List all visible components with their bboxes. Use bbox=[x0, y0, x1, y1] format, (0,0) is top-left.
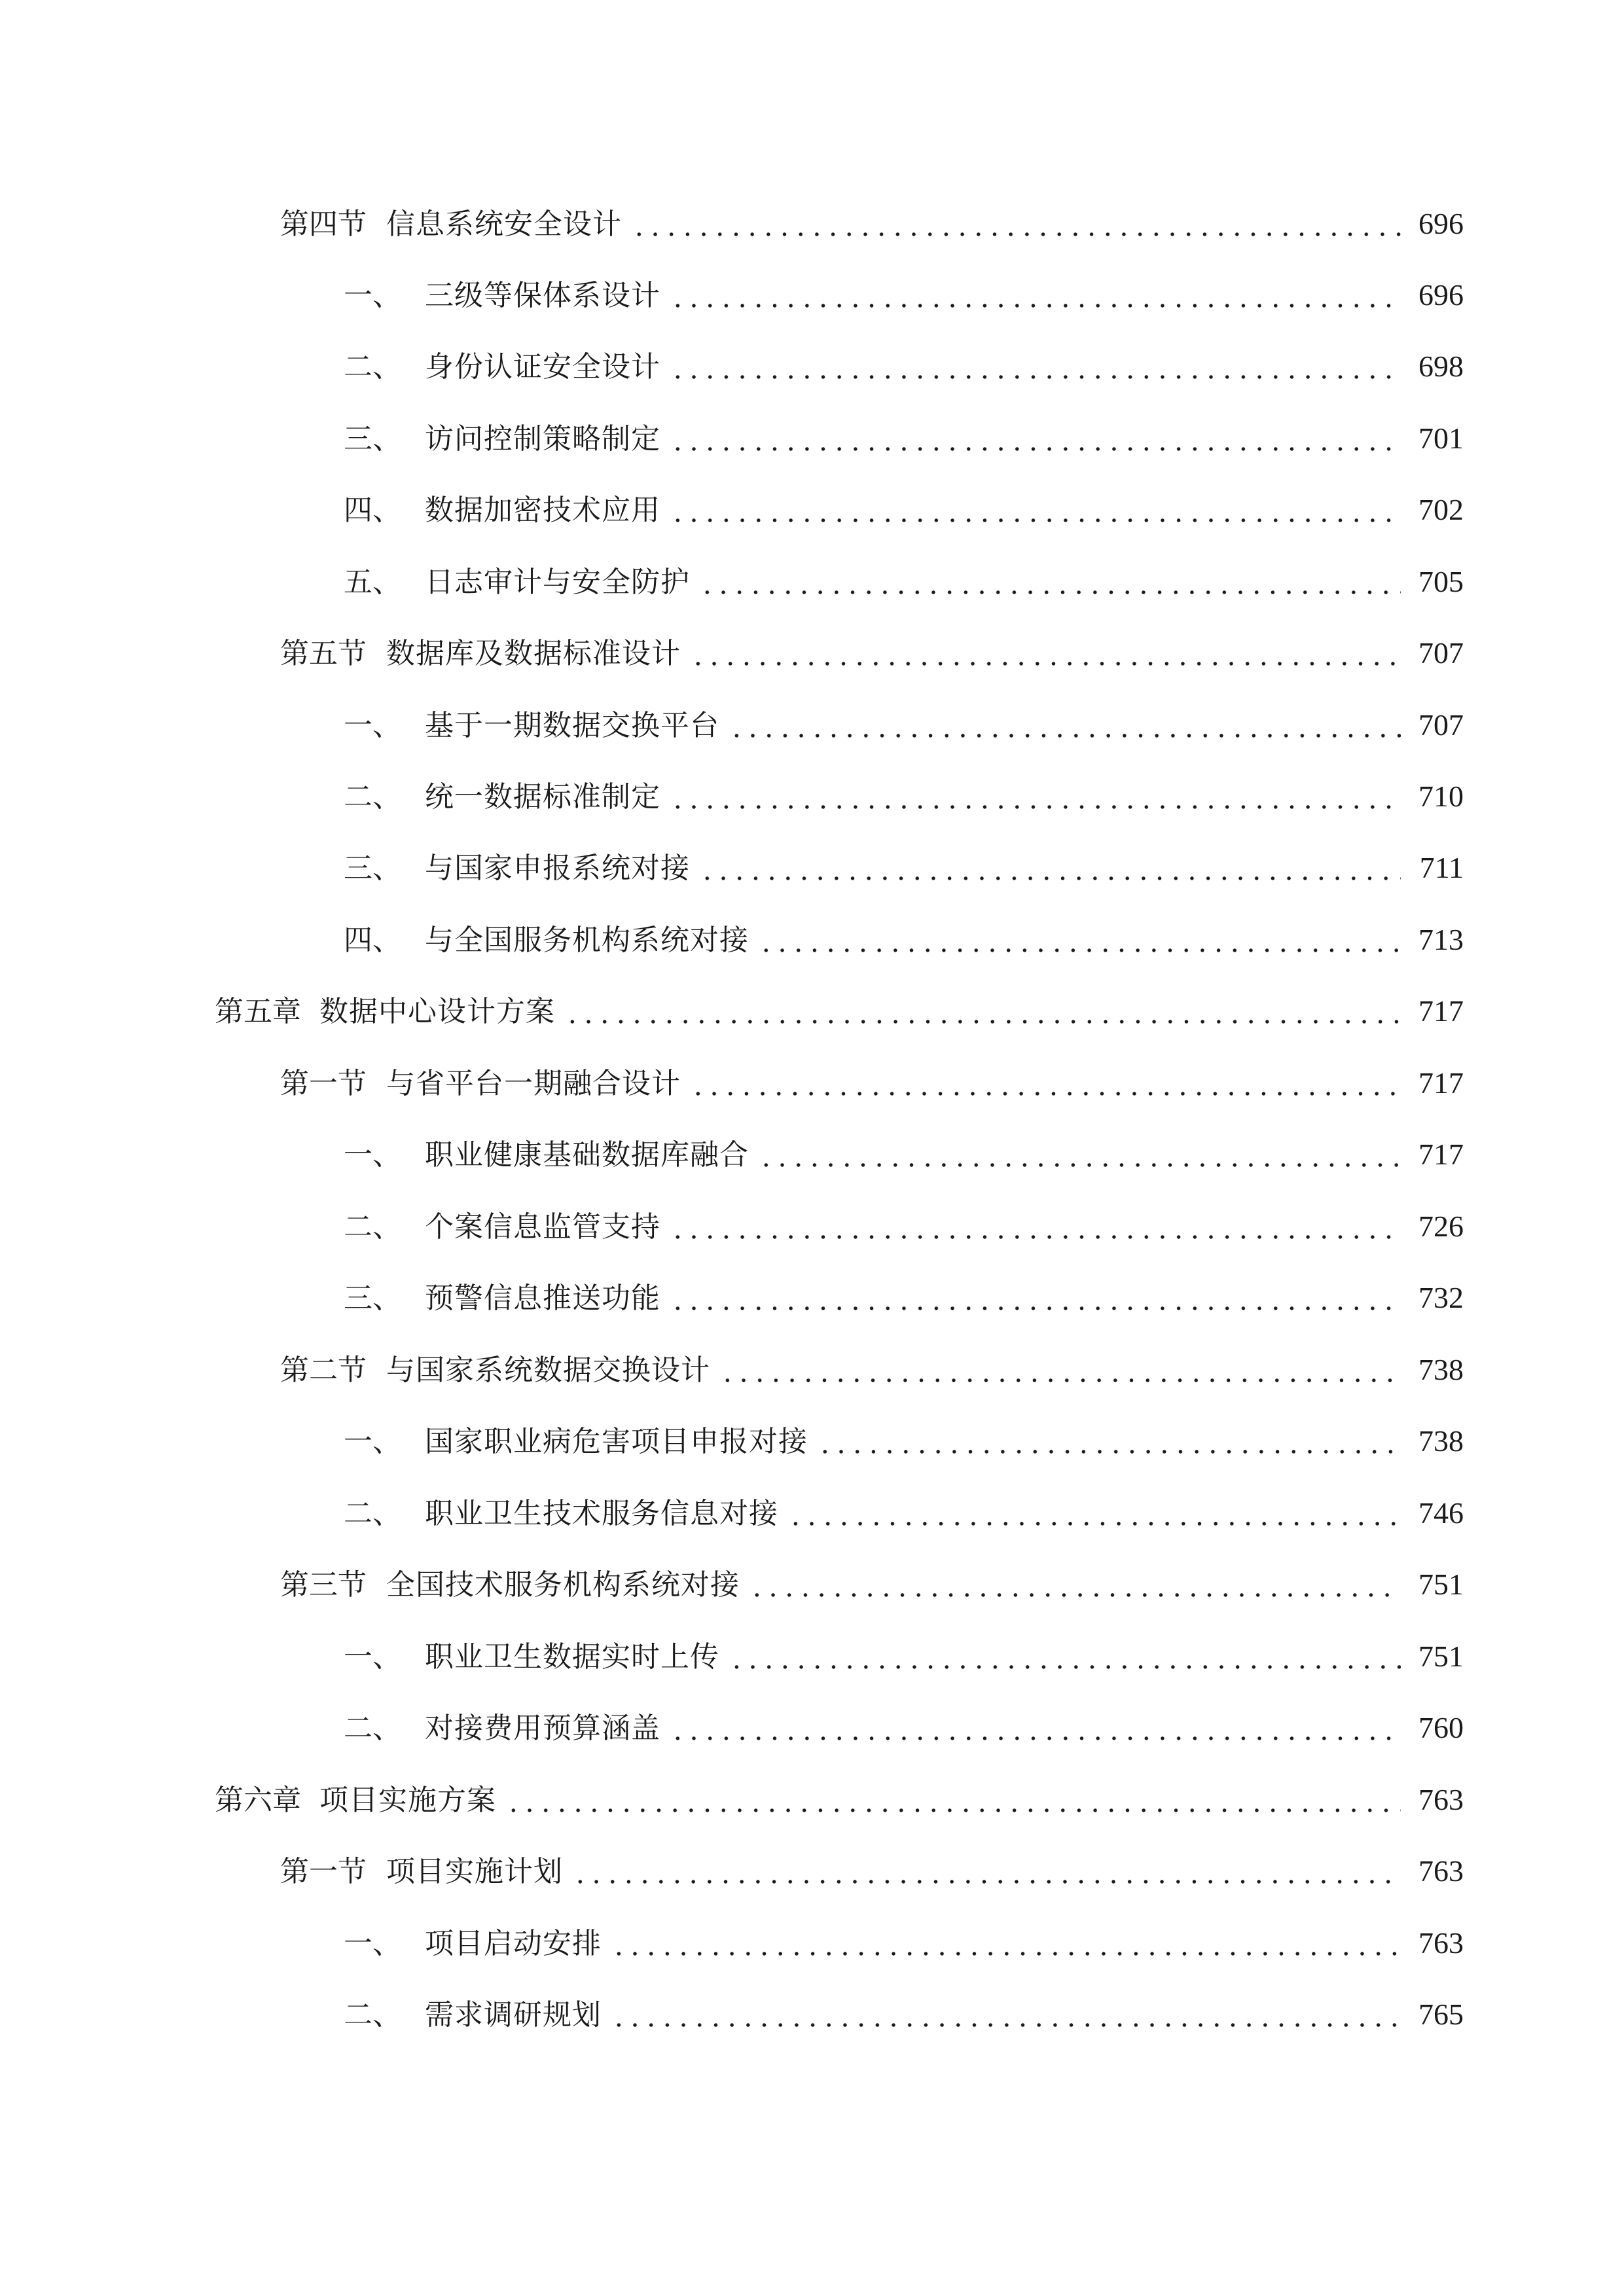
toc-entry-title: 三级等保体系设计 bbox=[425, 279, 660, 312]
toc-dot-leader bbox=[817, 1427, 1401, 1456]
toc-entry-chapter[interactable] bbox=[215, 980, 1464, 1026]
toc-entry-number: 三、 bbox=[344, 852, 401, 885]
toc-entry-title: 项目实施计划 bbox=[386, 1855, 563, 1888]
toc-entry-page: 717 bbox=[1418, 1138, 1464, 1171]
toc-entry-number: 第二节 bbox=[280, 1354, 367, 1387]
toc-dot-leader bbox=[670, 425, 1401, 454]
toc-entry-title: 对接费用预算涵盖 bbox=[425, 1712, 660, 1745]
toc-entry-page: 705 bbox=[1418, 565, 1464, 598]
toc-entry-page: 713 bbox=[1418, 923, 1464, 956]
toc-entry-title: 与全国服务机构系统对接 bbox=[425, 924, 749, 957]
toc-entry-page: 763 bbox=[1418, 1854, 1464, 1888]
toc-dot-leader bbox=[564, 997, 1401, 1026]
toc-entry-subsection[interactable] bbox=[344, 1124, 1464, 1170]
toc-entry-number: 一、 bbox=[344, 279, 401, 312]
toc-entry-subsection[interactable] bbox=[344, 408, 1464, 454]
toc-entry-subsection[interactable] bbox=[344, 1482, 1464, 1528]
toc-entry-subsection[interactable] bbox=[344, 837, 1464, 883]
toc-entry-number: 第三节 bbox=[280, 1568, 367, 1602]
toc-entry-subsection[interactable] bbox=[344, 479, 1464, 525]
toc-entry-section[interactable] bbox=[280, 1554, 1464, 1600]
toc-entry-number: 一、 bbox=[344, 1927, 401, 1960]
toc-entry-title: 与国家申报系统对接 bbox=[425, 852, 690, 885]
toc-dot-leader bbox=[787, 1499, 1401, 1528]
toc-entry-page: 707 bbox=[1418, 708, 1464, 742]
toc-entry-subsection[interactable] bbox=[344, 1984, 1464, 2030]
toc-entry-title: 预警信息推送功能 bbox=[425, 1282, 660, 1315]
toc-entry-number: 第一节 bbox=[280, 1067, 367, 1100]
toc-entry-section[interactable] bbox=[280, 1052, 1464, 1098]
toc-dot-leader bbox=[670, 1213, 1401, 1242]
toc-entry-page: 726 bbox=[1418, 1210, 1464, 1243]
toc-dot-leader bbox=[631, 210, 1401, 239]
toc-dot-leader bbox=[719, 1356, 1401, 1385]
toc-dot-leader bbox=[670, 1284, 1401, 1313]
toc-entry-number: 一、 bbox=[344, 1425, 401, 1458]
toc-entry-number: 二、 bbox=[344, 780, 401, 814]
toc-entry-page: 732 bbox=[1418, 1281, 1464, 1314]
toc-dot-leader bbox=[729, 1643, 1401, 1672]
toc-entry-subsection[interactable] bbox=[344, 551, 1464, 597]
toc-entry-number: 第四节 bbox=[280, 207, 367, 241]
toc-dot-leader bbox=[670, 783, 1401, 812]
toc-entry-page: 763 bbox=[1418, 1926, 1464, 1960]
toc-entry-title: 与省平台一期融合设计 bbox=[386, 1067, 681, 1100]
toc-entry-subsection[interactable] bbox=[344, 336, 1464, 382]
toc-entry-number: 三、 bbox=[344, 422, 401, 456]
toc-entry-page: 763 bbox=[1418, 1783, 1464, 1816]
toc-entry-title: 数据中心设计方案 bbox=[319, 995, 555, 1028]
toc-entry-subsection[interactable] bbox=[344, 694, 1464, 740]
toc-entry-page: 751 bbox=[1418, 1640, 1464, 1673]
toc-entry-number: 一、 bbox=[344, 1640, 401, 1674]
toc-dot-leader bbox=[729, 711, 1401, 740]
toc-entry-page: 701 bbox=[1418, 422, 1464, 455]
toc-entry-title: 统一数据标准制定 bbox=[425, 780, 660, 814]
toc-entry-number: 二、 bbox=[344, 350, 401, 384]
toc-entry-subsection[interactable] bbox=[344, 1697, 1464, 1743]
toc-entry-subsection[interactable] bbox=[344, 1626, 1464, 1672]
toc-entry-section[interactable] bbox=[280, 622, 1464, 668]
toc-entry-number: 第五章 bbox=[215, 995, 301, 1028]
toc-entry-title: 日志审计与安全防护 bbox=[425, 565, 690, 599]
toc-entry-title: 国家职业病危害项目申报对接 bbox=[425, 1425, 808, 1458]
toc-entry-number: 一、 bbox=[344, 1138, 401, 1172]
toc-entry-page: 717 bbox=[1418, 1066, 1464, 1100]
toc-entry-title: 数据库及数据标准设计 bbox=[386, 637, 681, 670]
toc-entry-number: 二、 bbox=[344, 1497, 401, 1530]
toc-entry-section[interactable] bbox=[280, 193, 1464, 239]
toc-entry-number: 五、 bbox=[344, 565, 401, 599]
toc-entry-title: 职业健康基础数据库融合 bbox=[425, 1138, 749, 1172]
toc-entry-page: 702 bbox=[1418, 493, 1464, 526]
toc-entry-page: 696 bbox=[1418, 278, 1464, 312]
toc-dot-leader bbox=[699, 854, 1401, 883]
toc-entry-subsection[interactable] bbox=[344, 766, 1464, 812]
toc-entry-number: 第五节 bbox=[280, 637, 367, 670]
toc-dot-leader bbox=[690, 639, 1401, 668]
toc-dot-leader bbox=[749, 1571, 1401, 1600]
toc-entry-page: 760 bbox=[1418, 1711, 1464, 1744]
toc-entry-subsection[interactable] bbox=[344, 1912, 1464, 1958]
toc-entry-title: 职业卫生数据实时上传 bbox=[425, 1640, 719, 1674]
toc-entry-page: 751 bbox=[1418, 1568, 1464, 1601]
toc-entry-number: 第六章 bbox=[215, 1784, 301, 1817]
toc-entry-page: 738 bbox=[1418, 1424, 1464, 1458]
toc-dot-leader bbox=[505, 1786, 1401, 1815]
toc-entry-title: 信息系统安全设计 bbox=[386, 207, 622, 241]
toc-entry-number: 二、 bbox=[344, 1998, 401, 2032]
toc-entry-title: 需求调研规划 bbox=[425, 1998, 602, 2032]
toc-entry-subsection[interactable] bbox=[344, 264, 1464, 310]
toc-entry-page: 698 bbox=[1418, 350, 1464, 383]
toc-entry-title: 数据加密技术应用 bbox=[425, 493, 660, 527]
toc-entry-chapter[interactable] bbox=[215, 1769, 1464, 1815]
toc-entry-number: 一、 bbox=[344, 709, 401, 742]
toc-entry-page: 696 bbox=[1418, 207, 1464, 240]
toc-entry-page: 765 bbox=[1418, 1998, 1464, 2031]
toc-entry-title: 访问控制策略制定 bbox=[425, 422, 660, 456]
toc-dot-leader bbox=[699, 568, 1401, 597]
toc-entry-number: 四、 bbox=[344, 493, 401, 527]
toc-entry-number: 四、 bbox=[344, 924, 401, 957]
toc-entry-page: 717 bbox=[1418, 994, 1464, 1028]
toc-entry-title: 与国家系统数据交换设计 bbox=[386, 1354, 710, 1387]
toc-entry-subsection[interactable] bbox=[344, 1267, 1464, 1313]
toc-entry-number: 二、 bbox=[344, 1712, 401, 1745]
toc-entry-number: 三、 bbox=[344, 1282, 401, 1315]
toc-entry-title: 项目实施方案 bbox=[319, 1784, 496, 1817]
toc-entry-title: 职业卫生技术服务信息对接 bbox=[425, 1497, 778, 1530]
toc-entry-title: 基于一期数据交换平台 bbox=[425, 709, 719, 742]
toc-dot-leader bbox=[611, 1929, 1401, 1958]
toc-dot-leader bbox=[670, 281, 1401, 310]
toc-entry-title: 项目启动安排 bbox=[425, 1927, 602, 1960]
toc-dot-leader bbox=[670, 1714, 1401, 1743]
toc-dot-leader bbox=[670, 353, 1401, 382]
toc-entry-page: 711 bbox=[1419, 851, 1464, 884]
toc-entry-page: 746 bbox=[1418, 1496, 1464, 1530]
toc-entry-subsection[interactable] bbox=[344, 1410, 1464, 1456]
toc-dot-leader bbox=[611, 2001, 1401, 2030]
toc-dot-leader bbox=[690, 1069, 1401, 1098]
toc-dot-leader bbox=[670, 496, 1401, 525]
toc-dot-leader bbox=[758, 926, 1401, 955]
toc-entry-page: 738 bbox=[1418, 1353, 1464, 1386]
toc-dot-leader bbox=[758, 1141, 1401, 1170]
toc-entry-number: 第一节 bbox=[280, 1855, 367, 1888]
toc-entry-subsection[interactable] bbox=[344, 1196, 1464, 1242]
toc-entry-subsection[interactable] bbox=[344, 909, 1464, 955]
toc-entry-title: 全国技术服务机构系统对接 bbox=[386, 1568, 740, 1602]
toc-entry-title: 个案信息监管支持 bbox=[425, 1210, 660, 1244]
toc-entry-number: 二、 bbox=[344, 1210, 401, 1244]
toc-entry-page: 707 bbox=[1418, 636, 1464, 670]
toc-entry-section[interactable] bbox=[280, 1339, 1464, 1385]
toc-entry-section[interactable] bbox=[280, 1840, 1464, 1886]
toc-entry-page: 710 bbox=[1418, 780, 1464, 813]
toc-entry-title: 身份认证安全设计 bbox=[425, 350, 660, 384]
toc-dot-leader bbox=[572, 1857, 1401, 1886]
